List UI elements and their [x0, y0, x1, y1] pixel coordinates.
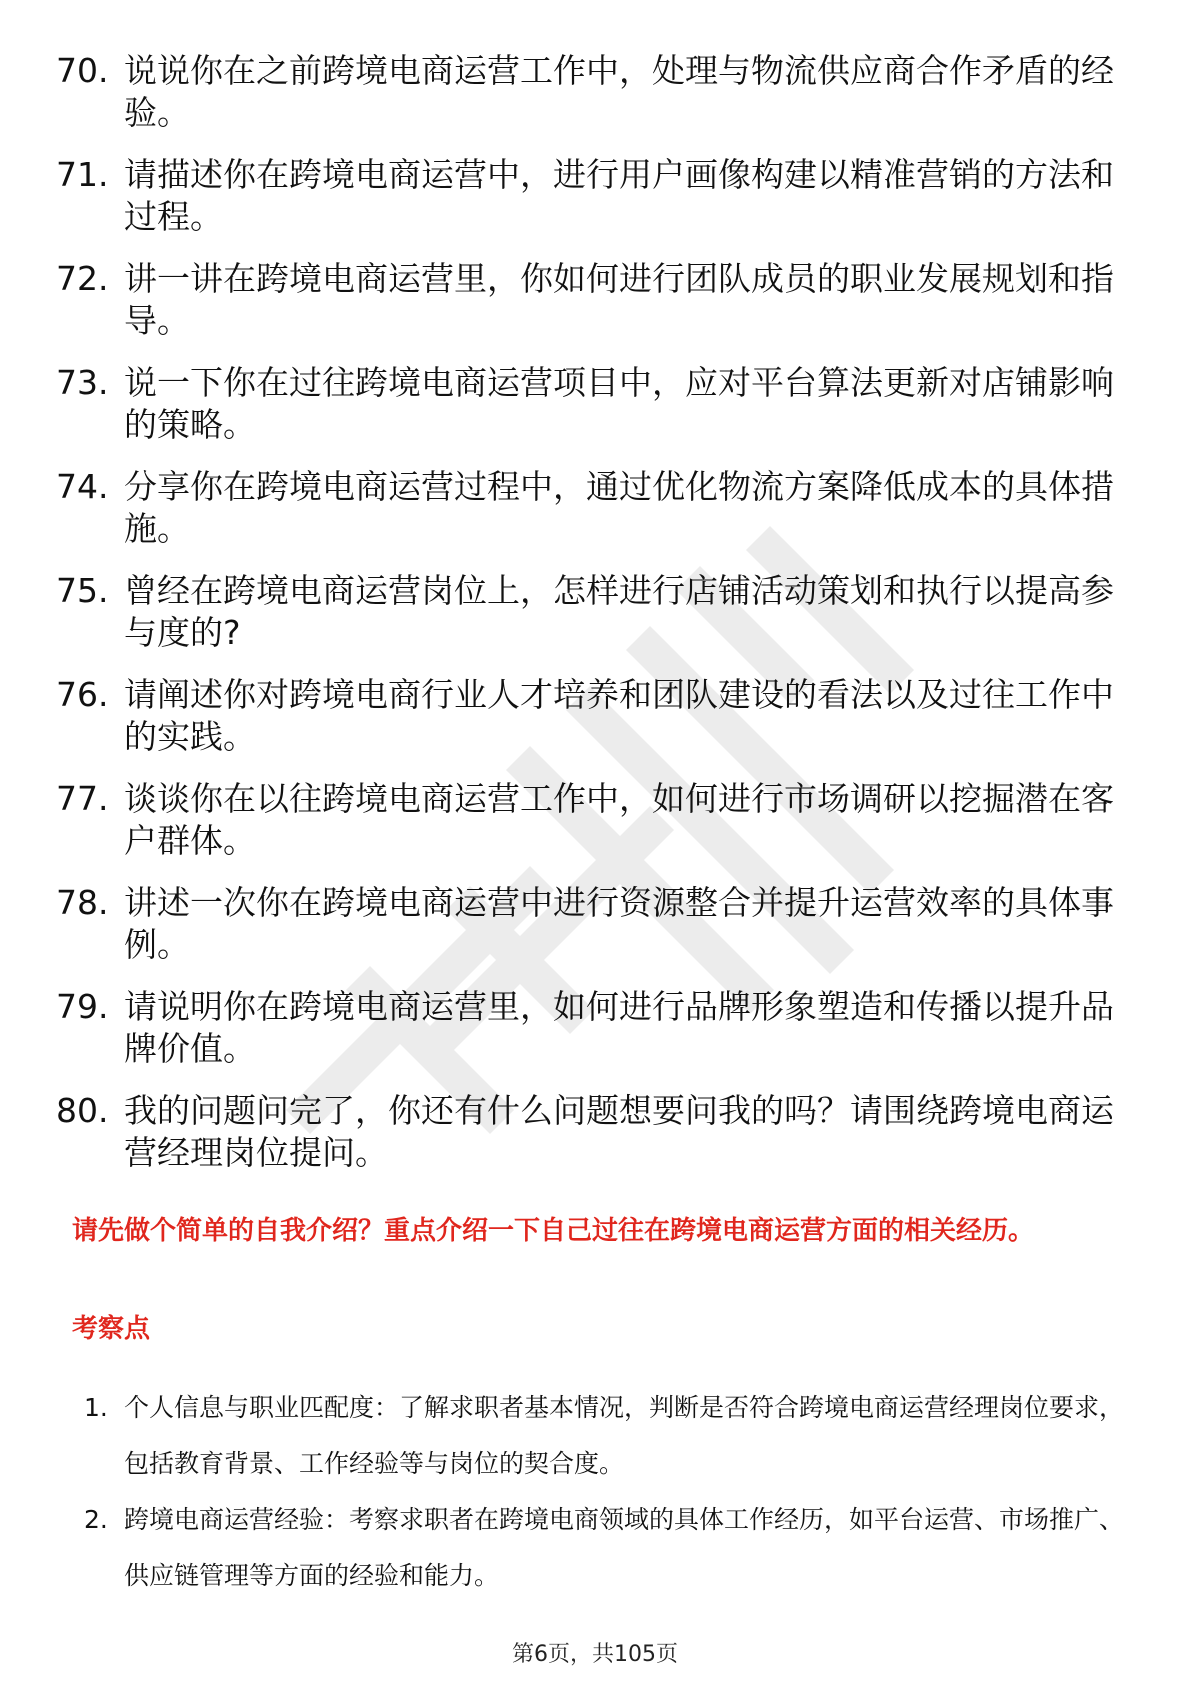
section-title: 考察点: [72, 1314, 151, 1344]
question-number: 76.: [56, 675, 109, 714]
question-item: [56, 986, 1136, 1070]
question-item: [56, 466, 1136, 550]
question-text: 请描述你在跨境电商运营中，进行用户画像构建以精准营销的方法和过程。: [124, 155, 1114, 236]
question-item: [56, 1090, 1136, 1174]
question-text: 讲述一次你在跨境电商运营中进行资源整合并提升运营效率的具体事例。: [124, 883, 1114, 964]
question-number: 75.: [56, 571, 109, 610]
question-text: 我的问题问完了，你还有什么问题想要问我的吗？请围绕跨境电商运营经理岗位提问。: [124, 1091, 1114, 1172]
question-number: 71.: [56, 155, 109, 194]
question-number: 79.: [56, 987, 109, 1026]
page-footer: 第6页，共105页: [512, 1642, 678, 1667]
question-number: 78.: [56, 883, 109, 922]
question-number: 70.: [56, 51, 109, 90]
point-text: 跨境电商运营经验：考察求职者在跨境电商领域的具体工作经历，如平台运营、市场推广、供应链管理等方面的经验和能力。: [124, 1505, 1125, 1590]
question-item: [56, 50, 1136, 134]
assessment-points-list: [84, 1380, 1134, 1604]
question-text: 说说你在之前跨境电商运营工作中，处理与物流供应商合作矛盾的经验。: [124, 51, 1114, 132]
question-number: 74.: [56, 467, 109, 506]
question-item: [56, 778, 1136, 862]
question-text: 分享你在跨境电商运营过程中，通过优化物流方案降低成本的具体措施。: [124, 467, 1114, 548]
question-number: 80.: [56, 1091, 109, 1130]
intro-question-heading: 请先做个简单的自我介绍？重点介绍一下自己过往在跨境电商运营方面的相关经历。: [72, 1216, 1035, 1246]
question-item: [56, 154, 1136, 238]
assessment-point: [84, 1380, 1134, 1492]
question-item: [56, 674, 1136, 758]
question-number: 77.: [56, 779, 109, 818]
question-number: 73.: [56, 363, 109, 402]
point-number: 1.: [84, 1393, 108, 1422]
question-item: [56, 570, 1136, 654]
question-text: 说一下你在过往跨境电商运营项目中，应对平台算法更新对店铺影响的策略。: [124, 363, 1114, 444]
question-item: [56, 882, 1136, 966]
question-item: [56, 258, 1136, 342]
question-list: [56, 50, 1136, 1194]
point-text: 个人信息与职业匹配度：了解求职者基本情况，判断是否符合跨境电商运营经理岗位要求，包括教育背景、工作经验等与岗位的契合度。: [124, 1393, 1125, 1478]
question-text: 请阐述你对跨境电商行业人才培养和团队建设的看法以及过往工作中的实践。: [124, 675, 1114, 756]
assessment-point: [84, 1492, 1134, 1604]
question-text: 讲一讲在跨境电商运营里，你如何进行团队成员的职业发展规划和指导。: [124, 259, 1114, 340]
question-text: 曾经在跨境电商运营岗位上，怎样进行店铺活动策划和执行以提高参与度的?: [124, 571, 1114, 652]
point-number: 2.: [84, 1505, 108, 1534]
question-text: 请说明你在跨境电商运营里，如何进行品牌形象塑造和传播以提升品牌价值。: [124, 987, 1114, 1068]
question-text: 谈谈你在以往跨境电商运营工作中，如何进行市场调研以挖掘潜在客户群体。: [124, 779, 1114, 860]
question-number: 72.: [56, 259, 109, 298]
question-item: [56, 362, 1136, 446]
